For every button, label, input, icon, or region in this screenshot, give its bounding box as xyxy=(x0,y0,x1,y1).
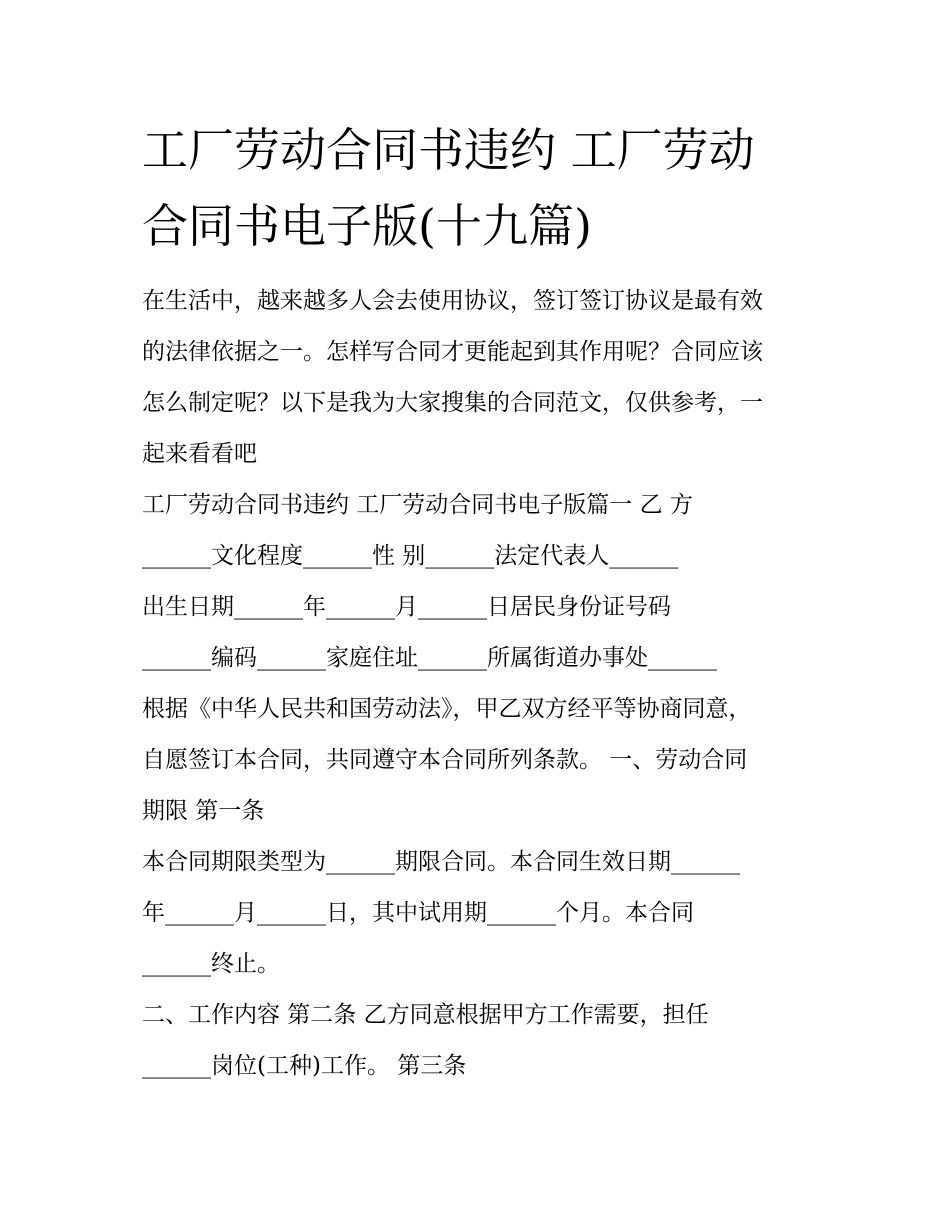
section-heading-line: 二、工作内容 第二条 乙方同意根据甲方工作需要，担任 xyxy=(142,1002,709,1028)
paragraph-line: 怎么制定呢？以下是我为大家搜集的合同范文，仅供参考，一 xyxy=(142,390,763,416)
form-field-line: 年______月______日，其中试用期______个月。本合同 xyxy=(142,900,694,926)
document-body xyxy=(142,276,822,1092)
paragraph-line: 在生活中，越来越多人会去使用协议，签订签订协议是最有效 xyxy=(142,288,763,314)
form-field-line: ______岗位(工种)工作。 第三条 xyxy=(142,1053,467,1079)
form-field-line: ______文化程度______性 别______法定代表人______ xyxy=(142,543,679,569)
title-line: 合同书电子版(十九篇) xyxy=(142,199,592,253)
form-field-line: ______终止。 xyxy=(142,951,280,977)
paragraph-line: 自愿签订本合同，共同遵守本合同所列条款。 一、劳动合同 xyxy=(142,747,748,773)
form-field-line: 出生日期______年______月______日居民身份证号码 xyxy=(142,594,671,620)
paragraph-line: 工厂劳动合同书违约 工厂劳动合同书电子版篇一 乙 方 xyxy=(142,492,693,518)
paragraph-line: 的法律依据之一。怎样写合同才更能起到其作用呢？合同应该 xyxy=(142,339,763,365)
paragraph-line: 起来看看吧 xyxy=(142,441,257,467)
document-title xyxy=(142,112,822,264)
section-heading-line: 期限 第一条 xyxy=(142,798,265,824)
paragraph-line: 根据《中华人民共和国劳动法》，甲乙双方经平等协商同意， xyxy=(142,696,752,722)
form-field-line: ______编码______家庭住址______所属街道办事处______ xyxy=(142,645,717,671)
title-line: 工厂劳动合同书违约 工厂劳动 xyxy=(142,123,755,177)
form-field-line: 本合同期限类型为______期限合同。本合同生效日期______ xyxy=(142,849,740,875)
